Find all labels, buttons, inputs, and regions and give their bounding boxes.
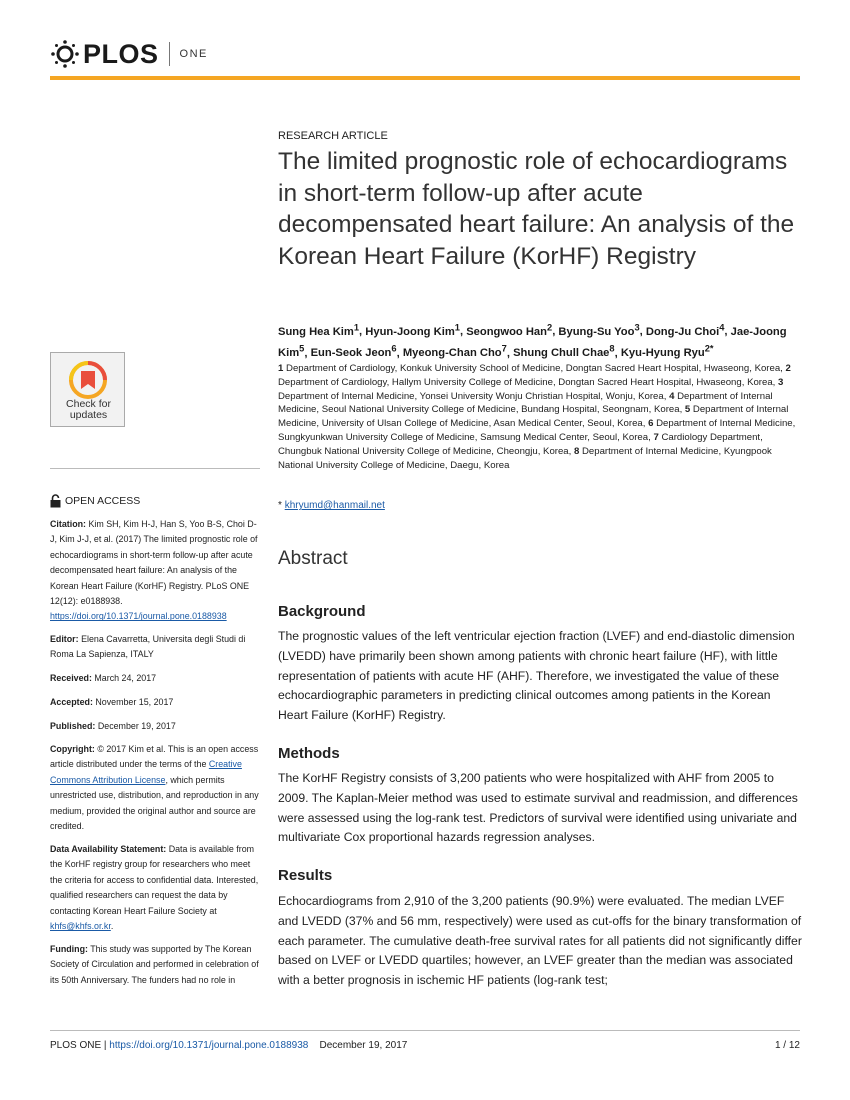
open-lock-icon [50,494,61,508]
citation-label: Citation: [50,519,86,529]
open-access-text: OPEN ACCESS [65,495,141,507]
affiliation: Department of Internal Medicine, Seoul National University College of Medicine, Bundang Hospital, Seongnam, Korea, [278,390,773,416]
results-text: Echocardiograms from 2,910 of the 3,200 patients (90.9%) were evaluated. The median LVEF and LVEDD (37% and 56 mm, respectively) were used as cut-offs for the binary transformation of each parameter. The cumulative death-free survival rates for all patients did not significantly differ based on LVEF or LVEDD quartiles; however, an LVEF greater than the median was associated with a better prognosis in ischemic HF patients (log-rank test; [278,894,802,988]
editor-label: Editor: [50,634,79,644]
results-heading: Results [278,867,333,884]
citation-doi-link[interactable]: https://doi.org/10.1371/journal.pone.0188938 [50,611,227,622]
copyright-text-b: , which permits unrestricted use, distribution, and reproduction in any medium, provided the original author and source are credited. [50,774,259,832]
funding-text: This study was supported by The Korean Society of Circulation and performed in celebration of its 50th Anniversary. The funders had no role in [50,944,259,985]
badge-line2: updates [69,409,108,421]
received-block [50,671,260,686]
affiliation: Cardiology Department, Chungbuk National University College of Medicine, Cheongju, Korea, [278,431,763,457]
copyright-text-a: © 2017 Kim et al. This is an open access article distributed under the terms of the [50,744,259,770]
affiliation: Department of Internal Medicine, Yonsei University Wonju Christian Hospital, Wonju, Korea, [278,390,667,402]
corresponding-mark: * [278,500,282,511]
published-block [50,719,260,734]
background-text: The prognostic values of the left ventricular ejection fraction (LVEF) and end-diastolic dimension (LVEDD) have primarily been shown among patients with chronic heart failure (HF), with little representation of patients with acute HF (AHF). Therefore, we investigated the value of these echocardiographic parameters in predicting clinical outcomes among patients in the Korean Heart Failure (KorHF) Registry. [278,629,795,723]
sidebar-rule [50,468,260,469]
author: Seongwoo Han$^2$ [466,322,553,338]
footer-journal: PLOS ONE | [50,1040,107,1051]
author: Kyu-Hyung Ryu$^{2*}$ [620,343,714,360]
khfs-email-link[interactable]: khfs@khfs.or.kr [50,921,111,932]
check-updates-icon [69,361,107,399]
methods-text: The KorHF Registry consists of 3,200 patients who were hospitalized with AHF from 2005 to 2009. The Kaplan-Meier method was used to estimate survival and readmission, and differences were assessed using the log-rank test. Predictors of survival were identified using univariate and multivariate Cox proportional hazards regression analyses. [278,771,798,845]
corresponding-email-link[interactable]: khryumd@hanmail.net [284,500,385,511]
editor-text: Elena Cavarretta, Universita degli Studi di Roma La Sapienza, ITALY [50,634,246,660]
header-rule [50,76,800,80]
background-heading: Background [278,603,366,620]
editor-block [50,632,260,663]
affiliation: Department of Internal Medicine, University of Ulsan College of Medicine, Asan Medical Center, Seoul, Korea, [278,404,789,430]
footer-doi-link[interactable]: https://doi.org/10.1371/journal.pone.0188938 [109,1040,309,1051]
logo-text: PLOS [83,38,159,69]
abstract-heading: Abstract [278,548,348,569]
copyright-block [50,742,260,834]
footer-date: December 19, 2017 [319,1040,408,1051]
published-label: Published: [50,721,96,731]
accepted-date: November 15, 2017 [95,697,174,707]
logo-divider [169,42,170,66]
badge-text [51,399,126,421]
author: Eun-Seok Jeon$^6$ [310,343,397,360]
funding-label: Funding: [50,944,88,954]
received-date: March 24, 2017 [94,673,157,683]
logo-sub: ONE [179,48,208,60]
data-availability-block [50,842,260,934]
page-footer [50,1040,407,1051]
article-title: The limited prognostic role of echocardiograms in short-term follow-up after acute decompensated heart failure: An analysis of the Korean Heart Failure (KorHF) Registry [278,148,795,270]
corresponding-author [278,500,385,511]
author: Shung Chull Chae$^8$ [513,343,615,360]
affiliations: 1 Department of Cardiology, Konkuk University School of Medicine, Dongtan Sacred Heart Hospital, Hwaseong, Korea, 2 Department of Cardiology, Hallym University College of Medicine, Dongtan Sacred Heart Hospital, Hwaseong, Korea, 3 Department of Internal Medicine, Yonsei University Wonju Christian Hospital, Wonju, Korea, 4 Department of Internal Medicine, Seoul National University College of Medicine, Bundang Hospital, Seongnam, Korea, 5 Department of Internal Medicine, University of Ulsan College of Medicine, Asan Medical Center, Seoul, Korea, 6 Department of Internal Medicine, Sungkyunkwan University College of Medicine, Samsung Medical Center, Seoul, Korea, 7 Cardiology Department, Chungbuk National University College of Medicine, Cheongju, Korea, 8 Department of Internal Medicine, Kyungpook National University College of Medicine, Daegu, Korea [278,363,796,471]
author: Hyun-Joong Kim$^1$ [365,322,460,338]
citation-block [50,517,260,625]
received-label: Received: [50,673,92,683]
open-access-label [50,494,140,508]
data-availability-end: . [110,921,114,932]
affiliation: Department of Cardiology, Hallym University College of Medicine, Dongtan Sacred Heart Hospital, Hwaseong, Korea, [278,376,776,388]
funding-block [50,942,260,988]
accepted-label: Accepted: [50,697,93,707]
affiliation: Department of Internal Medicine, Sungkyunkwan University College of Medicine, Samsung Medical Center, Seoul, Korea, [278,418,796,443]
published-date: December 19, 2017 [97,721,176,731]
author: Dong-Ju Choi$^4$ [645,322,725,338]
cc-license-link[interactable]: Creative Commons Attribution License [50,759,242,785]
affiliation: Department of Cardiology, Konkuk University School of Medicine, Dongtan Sacred Heart Hospital, Hwaseong, Korea, [286,363,783,374]
data-availability-label: Data Availability Statement: [50,844,167,854]
check-for-updates-badge[interactable] [50,352,125,427]
methods-heading: Methods [278,745,340,762]
author: Byung-Su Yoo$^3$ [558,322,640,338]
author: Myeong-Chan Cho$^7$ [402,343,507,360]
badge-line1: Check for [66,398,111,410]
accepted-block [50,695,260,710]
page-number: 1 / 12 [774,1040,800,1051]
data-availability-text: Data is available from the KorHF registry group for researchers who meet the criteria for access to confidential data. Interested, qualified researchers can request the data by contacting Korean Heart Failure Society at [50,844,259,916]
footer-rule [50,1030,800,1031]
affiliation: Department of Internal Medicine, Kyungpook National University College of Medicine, Daegu, Korea [278,445,772,471]
copyright-label: Copyright: [50,744,95,754]
plos-one-logo[interactable] [50,38,208,70]
author: Sung Hea Kim$^1$ [278,322,360,338]
author-list: Sung Hea Kim$^1$, Hyun-Joong Kim$^1$, Seongwoo Han$^2$, Byung-Su Yoo$^3$, Dong-Ju Choi$^4$, Jae-Joong Kim$^5$, Eun-Seok Jeon$^6$, Myeong-Chan Cho$^7$, Shung Chull Chae$^8$, Kyu-Hyung Ryu$^{2*}$ [278,322,787,360]
citation-text: Kim SH, Kim H-J, Han S, Yoo B-S, Choi D-J, Kim J-J, et al. (2017) The limited prognostic role of echocardiograms in short-term follow-up after acute decompensated heart failure: An analysis of the Korean Heart Failure (KorHF) Registry. PLoS ONE 12(12): e0188938. [50,519,258,607]
plos-sun-icon [50,39,80,69]
author: Jae-Joong Kim$^5$ [278,325,787,360]
article-type: RESEARCH ARTICLE [278,130,388,142]
